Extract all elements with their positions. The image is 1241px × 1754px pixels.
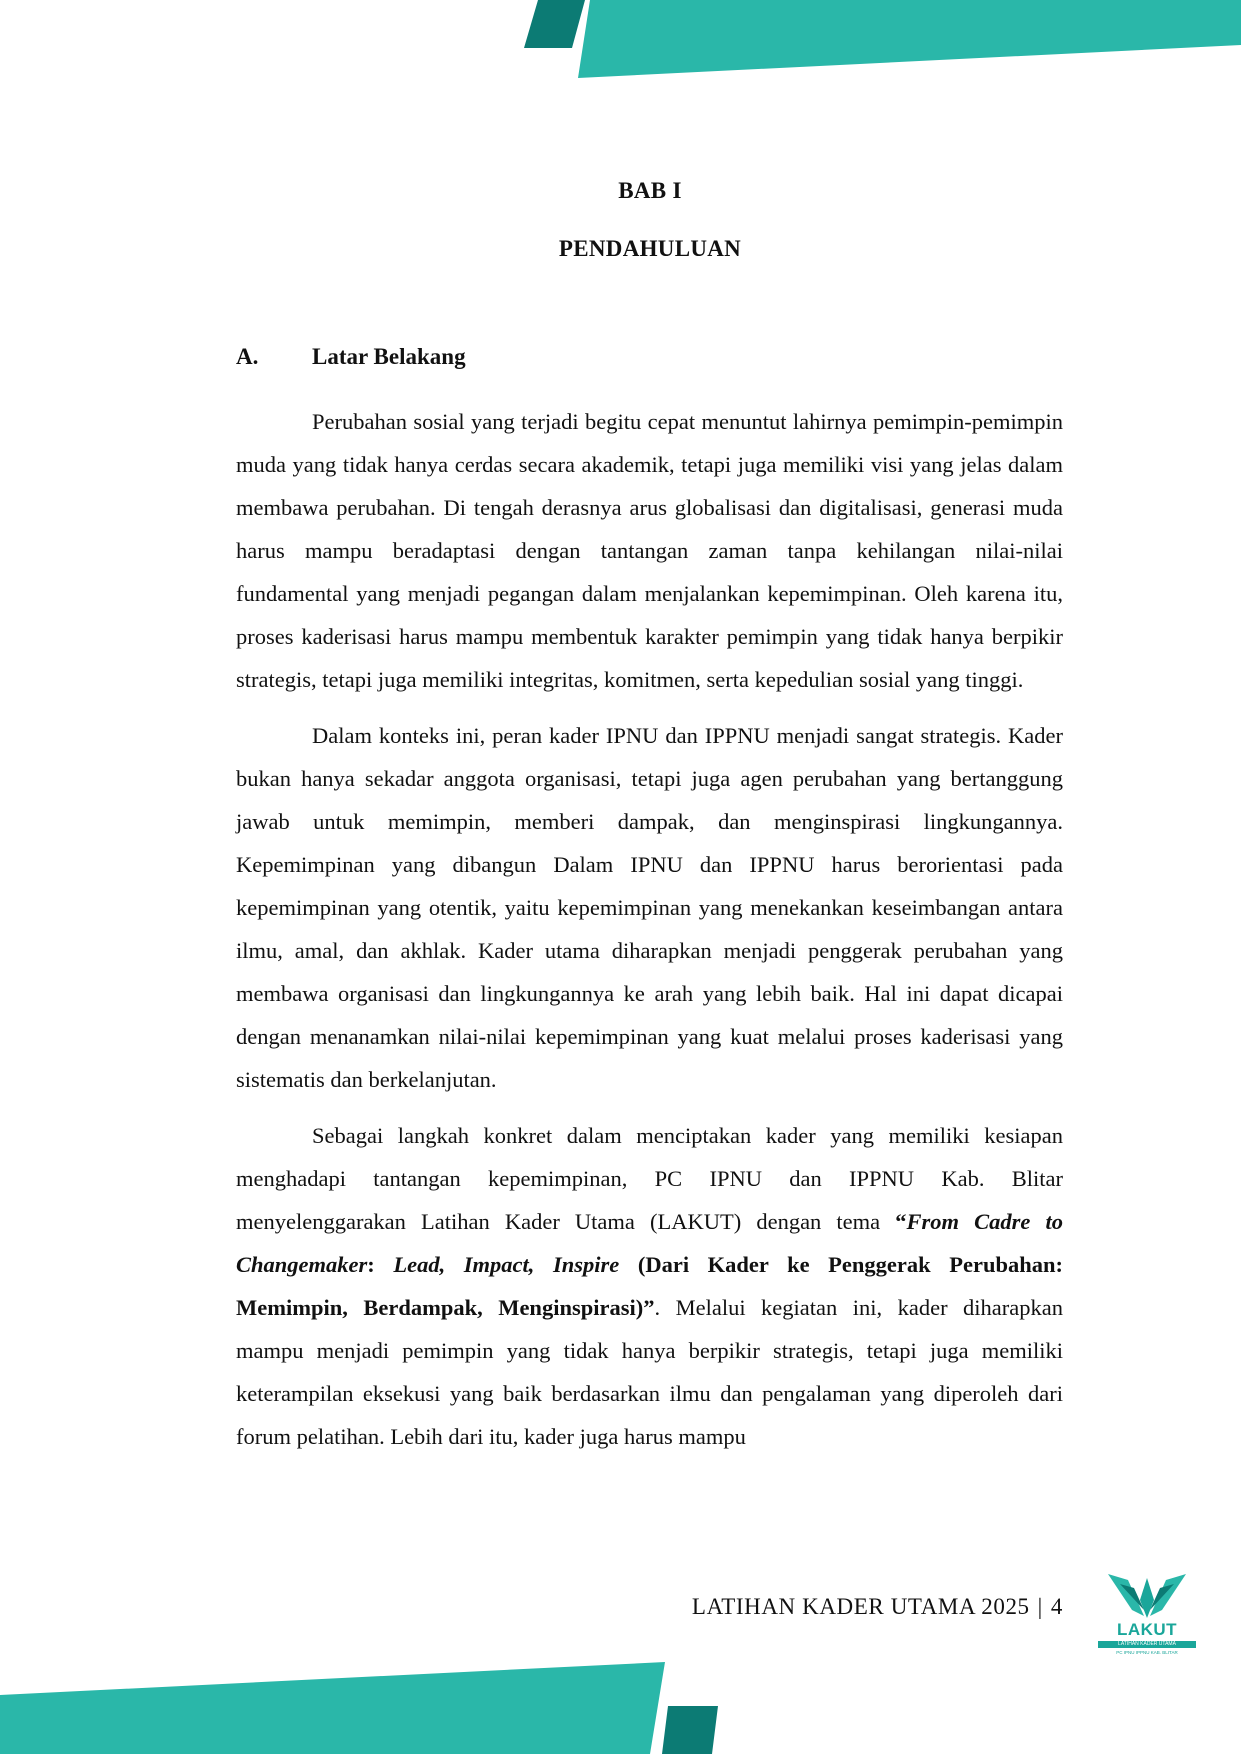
top-band-light	[578, 0, 1241, 78]
logo-wordmark: LAKUT	[1116, 1620, 1178, 1639]
quote-open: “	[895, 1209, 907, 1234]
theme-colon: :	[367, 1252, 394, 1277]
top-decoration	[0, 0, 1241, 90]
bottom-band-dark	[662, 1706, 718, 1754]
theme-part-2: Lead, Impact, Inspire	[393, 1252, 620, 1277]
theme-part-1: From Cadre to Changemaker	[236, 1209, 1063, 1277]
logo-organization: PC IPNU IPPNU KAB. BLITAR	[1116, 1650, 1178, 1655]
footer-separator: |	[1037, 1594, 1043, 1619]
top-band-dark	[524, 0, 585, 48]
footer-title: LATIHAN KADER UTAMA 2025	[691, 1594, 1030, 1619]
bottom-band-light	[0, 1662, 665, 1754]
section-letter: A.	[236, 344, 259, 369]
lakut-logo	[1098, 1570, 1196, 1666]
chapter-title: PENDAHULUAN	[558, 236, 742, 261]
section-heading	[236, 344, 466, 370]
page-number: 4	[1050, 1594, 1063, 1619]
paragraph-3-intro: Sebagai langkah konkret dalam menciptakan kader yang memiliki kesiapan menghadapi tantangan kepemimpinan, PC IPNU dan IPPNU Kab. Blitar menyelenggarakan Latihan Kader Utama (LAKUT) dengan tema	[236, 1123, 1063, 1234]
paragraph-3-rest: . Melalui kegiatan ini, kader diharapkan mampu menjadi pemimpin yang tidak hanya berpikir strategis, tetapi juga memiliki keterampilan eksekusi yang baik berdasarkan ilmu dan pengalaman yang diperoleh dari forum pelatihan. Lebih dari itu, kader juga harus mampu	[236, 1295, 1064, 1449]
body-text	[236, 400, 1063, 1471]
paragraph-1: Perubahan sosial yang terjadi begitu cepat menuntut lahirnya pemimpin-pemimpin muda yang tidak hanya cerdas secara akademik, tetapi juga memiliki visi yang jelas dalam membawa perubahan. Di tengah derasnya arus globalisasi dan digitalisasi, generasi muda harus mampu beradaptasi dengan tantangan zaman tanpa kehilangan nilai-nilai fundamental yang menjadi pegangan dalam menjalankan kepemimpinan. Oleh karena itu, proses kaderisasi harus mampu membentuk karakter pemimpin yang tidak hanya berpikir strategis, tetapi juga memiliki integritas, komitmen, serta kepedulian sosial yang tinggi.	[236, 409, 1063, 692]
chapter-number: BAB I	[618, 178, 682, 203]
paragraph-3	[236, 1114, 1063, 1458]
paragraph-2: Dalam konteks ini, peran kader IPNU dan IPPNU menjadi sangat strategis. Kader bukan hanya sekadar anggota organisasi, tetapi juga agen perubahan yang bertanggung jawab untuk memimpin, memberi dampak, dan menginspirasi lingkungannya. Kepemimpinan yang dibangun Dalam IPNU dan IPPNU harus berorientasi pada kepemimpinan yang otentik, yaitu kepemimpinan yang menekankan keseimbangan antara ilmu, amal, dan akhlak. Kader utama diharapkan menjadi penggerak perubahan yang membawa organisasi dan lingkungannya ke arah yang lebih baik. Hal ini dapat dicapai dengan menanamkan nilai-nilai kepemimpinan yang kuat melalui proses kaderisasi yang sistematis dan berkelanjutan.	[236, 723, 1063, 1092]
footer	[500, 1594, 1063, 1620]
section-title: Latar Belakang	[312, 344, 466, 369]
logo-tagline: LATIHAN KADER UTAMA	[1098, 1641, 1196, 1648]
logo-emblem-icon	[1098, 1570, 1196, 1622]
theme-translation: (Dari Kader ke Penggerak Perubahan: Memimpin, Berdampak, Menginspirasi)”	[236, 1252, 1063, 1320]
